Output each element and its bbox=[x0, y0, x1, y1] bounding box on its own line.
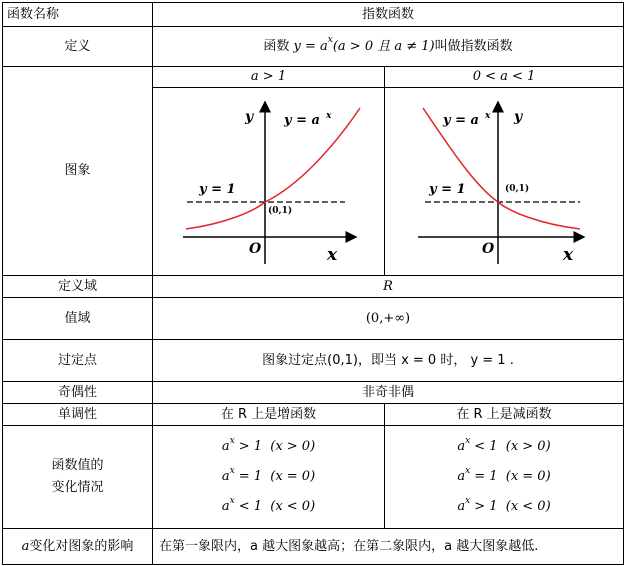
values-label-line2: 变化情况 bbox=[51, 480, 104, 495]
value-line bbox=[457, 462, 550, 492]
parity-label-text: 奇偶性 bbox=[57, 384, 97, 400]
parity-value-text: 非奇非偶 bbox=[361, 384, 414, 400]
monotonic-label bbox=[3, 404, 152, 425]
effect-label-var: a bbox=[21, 538, 30, 554]
graph-left-case-text: a > 1 bbox=[250, 69, 287, 85]
definition-formula: y = a bbox=[293, 38, 328, 54]
graph-decreasing bbox=[385, 88, 623, 275]
definition-label bbox=[3, 27, 152, 66]
line-label: y = 1 bbox=[429, 182, 466, 197]
domain-label bbox=[3, 276, 152, 297]
curve-label-exponent: x bbox=[326, 111, 332, 121]
value-exp: x bbox=[229, 465, 235, 476]
definition-value bbox=[153, 27, 623, 66]
grid-line bbox=[623, 2, 624, 565]
header-name-label bbox=[3, 3, 77, 26]
value-relation: = 1 (x = 0) bbox=[238, 469, 316, 485]
header-col2-text: 指数函数 bbox=[361, 6, 414, 22]
value-line bbox=[222, 432, 315, 462]
values-left bbox=[153, 426, 384, 528]
value-line bbox=[222, 492, 315, 522]
effect-label-text: 变化对图象的影响 bbox=[29, 538, 134, 554]
value-base: a bbox=[457, 439, 466, 455]
origin-label: O bbox=[482, 241, 495, 257]
values-right bbox=[385, 426, 623, 528]
effect-value-text: 在第一象限内，a 越大图象越高；在第二象限内，a 越大图象越低. bbox=[159, 538, 539, 554]
curve-label: y = a bbox=[443, 113, 479, 128]
graph-right-case-text: 0 < a < 1 bbox=[472, 69, 536, 85]
point-label: (0,1) bbox=[505, 184, 530, 194]
definition-suffix: 叫做指数函数 bbox=[434, 38, 513, 54]
value-relation: > 1 (x > 0) bbox=[238, 439, 316, 455]
fixed-point-value-text: 图象过定点(0,1)，即当 x = 0 时， y = 1 . bbox=[262, 352, 514, 368]
monotonic-left bbox=[153, 404, 384, 425]
effect-value bbox=[153, 529, 623, 564]
effect-label bbox=[3, 529, 152, 564]
monotonic-right-text: 在 R 上是减函数 bbox=[456, 406, 552, 422]
domain-label-text: 定义域 bbox=[57, 278, 97, 294]
curve-label: y = a bbox=[284, 113, 320, 128]
value-relation: < 1 (x > 0) bbox=[474, 439, 551, 455]
range-value bbox=[153, 298, 623, 339]
fixed-point-label-text: 过定点 bbox=[57, 352, 97, 368]
value-exp: x bbox=[465, 435, 471, 446]
graph-label-text: 图象 bbox=[64, 163, 91, 179]
domain-value bbox=[153, 276, 623, 297]
point-label: (0,1) bbox=[268, 206, 293, 216]
range-label-text: 值域 bbox=[64, 310, 91, 326]
graph-right-case bbox=[385, 67, 623, 87]
values-label bbox=[3, 426, 152, 528]
monotonic-left-text: 在 R 上是增函数 bbox=[220, 406, 317, 422]
range-value-text: (0,+∞) bbox=[365, 310, 411, 326]
definition-prefix: 函数 bbox=[263, 38, 290, 54]
value-base: a bbox=[221, 439, 230, 455]
x-axis-label: x bbox=[327, 245, 338, 265]
parity-label bbox=[3, 382, 152, 403]
value-line bbox=[222, 462, 315, 492]
monotonic-label-text: 单调性 bbox=[57, 406, 97, 422]
header-function-name bbox=[153, 3, 623, 26]
value-base: a bbox=[457, 499, 466, 515]
curve-label-exponent: x bbox=[485, 111, 491, 121]
value-exp: x bbox=[465, 465, 471, 476]
graph-left-case bbox=[153, 67, 384, 87]
values-label-line1: 函数值的 bbox=[51, 458, 104, 474]
header-col1-text: 函数名称 bbox=[7, 6, 60, 22]
monotonic-right bbox=[385, 404, 623, 425]
fixed-point-label bbox=[3, 340, 152, 381]
domain-value-text: R bbox=[383, 278, 393, 294]
definition-label-text: 定义 bbox=[64, 38, 91, 54]
y-axis-label: y bbox=[245, 109, 254, 125]
graph-label bbox=[3, 67, 152, 275]
value-exp: x bbox=[229, 495, 235, 506]
graph-increasing bbox=[153, 88, 384, 275]
value-line bbox=[457, 432, 550, 462]
range-label bbox=[3, 298, 152, 339]
value-relation: > 1 (x < 0) bbox=[474, 499, 551, 515]
definition-condition: (a > 0 且 a ≠ 1) bbox=[332, 38, 435, 54]
value-base: a bbox=[221, 469, 230, 485]
definition-exponent: x bbox=[327, 35, 333, 46]
value-base: a bbox=[221, 499, 230, 515]
grid-line bbox=[2, 564, 624, 565]
value-relation: < 1 (x < 0) bbox=[238, 499, 316, 515]
x-axis-label: x bbox=[563, 245, 574, 265]
value-base: a bbox=[457, 469, 466, 485]
value-relation: = 1 (x = 0) bbox=[474, 469, 551, 485]
parity-value bbox=[153, 382, 623, 403]
y-axis-label: y bbox=[514, 109, 523, 125]
value-exp: x bbox=[229, 435, 235, 446]
value-exp: x bbox=[465, 495, 471, 506]
fixed-point-value bbox=[153, 340, 623, 381]
line-label: y = 1 bbox=[199, 182, 236, 197]
origin-label: O bbox=[249, 241, 262, 257]
value-line bbox=[457, 492, 550, 522]
